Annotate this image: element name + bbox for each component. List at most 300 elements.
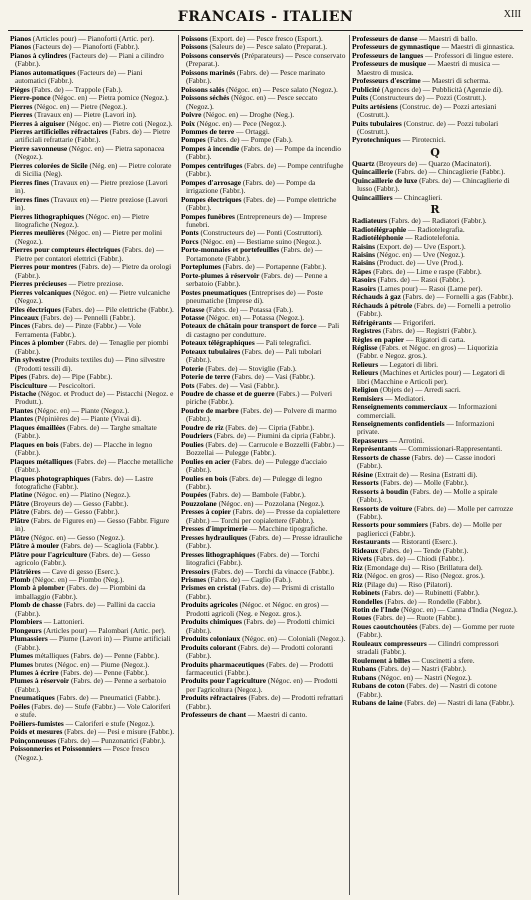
entry-translation: — Maestri di ginnastica. [439,42,515,52]
entry-translation: (Fabrs. de) — Pompe centrifughe (Fabbr.). [186,160,344,179]
entry-translation: (Fabrs. de) — Pinze (Fabbr.) — Vole Ferramenta (Fabbr.). [15,321,142,339]
dictionary-entry [10,213,175,230]
dictionary-entry [10,196,175,213]
entry-translation: (Facteurs de) — Piani a cilindro (Fabbr.). [15,50,164,69]
entry-translation: (Fabrs. de) — Rubinetti (Fabbr.). [379,588,480,598]
dictionary-entry [181,322,346,339]
dictionary-entry [352,136,518,144]
entry-translation: (Négoc. en) — Piombo (Neg.). [30,575,125,584]
entry-headword: Poissons [181,35,208,43]
entry-translation: (Construc. de) — Pozzi tubolari (Costrutt.). [357,118,499,136]
entry-translation: (Travaux en) — Pietre (Lavori in). [32,110,137,120]
entry-translation: — Maestri di musica — Maestro di musica. [357,59,500,77]
entry-translation: (Fabrs. de) — Presse idrauliche (Fabbr.). [186,532,343,551]
entry-translation: (Fabrs. de) — Potassa (Fab.). [204,304,294,314]
entry-translation: (Négoc. en) — Pietra saponacea (Negoz.). [15,143,165,162]
dictionary-entry [181,213,346,230]
entry-translation: (Fabrs. de) — Punzonatrici (Fabbr.). [56,735,166,745]
entry-headword: Plâtre [10,507,30,517]
entry-translation: (Négoc. en) — Piante (Negoz.). [33,405,130,415]
entry-translation: (Négoc. en) — Gesso (Negoz.). [29,532,125,542]
entry-translation: (Objets de) — Arredi sacri. [378,385,461,395]
entry-headword: Pierres lithographiques [10,211,84,221]
entry-headword: Plâtre à mouler [10,541,60,551]
entry-translation: — Pietre preziose. [66,279,124,289]
dictionary-entry [181,246,346,263]
dictionary-entry [181,145,346,162]
entry-headword: Pouzzolane [181,498,217,508]
entry-translation: (Négoc. en) — Canna d'India (Negoz.). [399,605,518,614]
column-2 [179,35,350,895]
entry-translation: — Informazioni private. [357,419,495,437]
entry-headword: Presses à copier [181,507,231,517]
entry-headword: Règles en papier [352,334,405,344]
dictionary-entry [181,711,346,719]
entry-translation: (Fabrs. de) — Molle per pagliericci (Fabbr.). [357,520,502,538]
entry-translation: — Pescicoltori. [47,380,96,390]
page-header [8,6,523,28]
entry-translation: (Fabrs. de) — Pesce marinato (Fabbr.). [186,67,325,86]
entry-translation: (Fabrs. de) — Prodotti refrattari (Fabbr.). [186,693,344,711]
dictionary-entry [10,458,175,475]
entry-translation: (Fabrs. de) — Pulegge d'acciaio (Fabbr.). [186,456,327,475]
entry-headword: Plumes [10,659,33,669]
dictionary-entry [352,194,518,202]
entry-translation: — Radiotelegrafia. [406,224,465,234]
dictionary-entry [181,534,346,551]
entry-headword: Plombiers [10,617,43,627]
entry-headword: Poudre de chasse et de guerre [181,389,275,399]
entry-headword: Pompes à incendie [181,143,240,153]
entry-translation: (Fabrs. de) — Molle (Fabbr.). [378,478,469,488]
dictionary-entry [10,246,175,263]
dictionary-entry [181,601,346,618]
dictionary-entry [181,694,346,711]
entry-translation: (Négoc. en) — Pece (Negoz.). [194,118,287,128]
entry-headword: Plantes [10,405,33,415]
dictionary-entry [181,162,346,179]
entry-translation: — Legatori di libri. [378,359,439,369]
entry-translation: (Négoc. en) — Potassa (Negoz.). [204,312,305,322]
dictionary-entry [10,517,175,534]
dictionary-entry [181,52,346,69]
entry-headword: Produits agricoles [181,600,238,610]
dictionary-entry [181,475,346,492]
entry-translation: (Fabrs. de) — Penne a serbatoio (Fabbr.). [186,270,328,289]
entry-headword: Radiotéléphonie [352,233,404,243]
entry-headword: Poteaux télégraphiques [181,338,255,348]
entry-headword: Pierres colorées de Sicile [10,160,88,170]
entry-headword: Plaques métalliques [10,456,73,466]
entry-translation: (Fabrs. de) — Pali tubolari (Fabbr.). [186,346,322,365]
entry-translation: (Articles pour) — Pianoforti (Artic. per). [30,35,155,43]
entry-translation: (Fabrs. de) — Portapenne (Fabbr.). [220,262,327,272]
dictionary-entry [10,441,175,458]
entry-headword: Pierres meulières [10,228,65,238]
dictionary-entry [10,390,175,407]
entry-headword: Quartz [352,158,375,168]
entry-translation: (Fabrs. de) — Pneumatici (Fabbr.). [54,693,161,703]
entry-headword: Restaurants [352,537,391,547]
entry-translation: (Fabrs. de) — Chincaglierie (Fabbr.). [393,167,506,177]
entry-headword: Plâtrières [10,566,41,576]
entry-headword: Rubans [352,672,377,682]
entry-translation: — Lattonieri. [42,617,85,627]
dictionary-entry [10,52,175,69]
entry-translation: (Négoc. en) — Uve (Negoz.). [375,249,465,259]
entry-translation: (Facteurs de) — Piani automatici (Fabbr.). [15,67,143,86]
dictionary-entry [10,322,175,339]
entry-headword: Produits pour l'agriculture [181,676,266,686]
dictionary-entry [181,272,346,289]
entry-translation: (Product. de) — Uve (Prod.). [375,258,464,268]
dictionary-entry [181,551,346,568]
entry-headword: Poulies en bois [181,473,228,483]
entry-translation: (Fabrs. de) — Stufe (Fabbr.) — Vole Caloriferi e stufe. [15,701,171,720]
entry-headword: Représentants [352,444,398,454]
entry-headword: Rotin de l'Inde [352,605,400,614]
entry-headword: Puits [352,93,369,103]
entry-headword: Quincaillerie de luxe [352,175,418,185]
entry-translation: (Lames pour) — Rasoi (Lame per). [375,283,483,293]
dictionary-entry [10,424,175,441]
entry-headword: Réglisse [352,342,378,352]
entry-headword: Pianos à cylindres [10,50,67,60]
entry-translation: (Fabrs. de) — Placche in legno (Fabbr.). [15,439,153,458]
dictionary-entry [352,344,518,361]
entry-headword: Renseignements confidentiels [352,419,445,429]
entry-translation: — Pirotecnici. [400,135,446,145]
dictionary-entry [352,682,518,699]
entry-translation: (Fabrs. de) — Targhe smaltate (Fabbr.). [15,422,157,441]
entry-translation: (Négoc. en) — Droghe (Neg.). [201,110,295,120]
entry-translation: — Radiotelefonia. [403,233,460,243]
entry-translation: (Fabrs. de) — Pietre da orologi (Fabbr.). [15,262,172,280]
entry-translation: (Fabrs. de) — Nastri di cotone (Fabbr.). [357,681,497,699]
entry-translation: (Fabrs. de) — Pompe da irrigazione (Fabbr.). [186,177,316,196]
entry-headword: Ressorts pour sommiers [352,520,428,530]
dictionary-entry [352,177,518,194]
entry-headword: Pressoirs [181,566,210,576]
entry-translation: (Fabrs. de) — Pompe da incendio (Fabbr.). [186,143,341,162]
entry-translation: (Fabrs. de) — Torchi litografici (Fabbr.). [186,549,320,568]
entry-translation: (Constructeurs de) — Ponti (Costruttori). [198,228,323,238]
entry-translation: (Fabrs. de) — Vasi (Fabbr.). [194,380,280,390]
entry-translation: (Saleurs de) — Pesce salato (Preparat.). [207,42,328,52]
entry-headword: Pierres artificielles réfractaires [10,126,108,136]
entry-translation: (Construc. de) — Pozzi artesiani (Costrutt.). [357,101,497,120]
entry-headword: Pisciculture [10,380,48,390]
entry-headword: Ressorts à boudin [352,486,409,496]
dictionary-entry [10,263,175,280]
entry-headword: Poissons séchés [181,93,230,103]
entry-headword: Pianos [10,35,31,43]
entry-translation: (Négoc. en) — Coloniali (Negoz.). [240,634,346,644]
entry-headword: Poix [181,118,195,128]
entry-translation: (Fabrs. de) — Carrucole e Bozzelli (Fabbr.) — Bozzellai — Pulegge (Fabbr.). [186,439,344,458]
entry-translation: — Pali telegrafici. [254,338,311,348]
entry-headword: Résine [352,469,373,479]
entry-translation: (Négoc. en) — Pietre vulcaniche (Negoz.). [15,287,171,306]
entry-translation: (Fabrs. de) — Pipe (Fabbr.). [26,372,113,382]
dictionary-entry [181,677,346,694]
entry-translation: (Fabrs. de) — Caglio (Fab.). [206,575,293,584]
entry-headword: Ressorts de chasse [352,452,410,462]
dictionary-entry [181,661,346,678]
entry-translation: — Pali di castagno per condutture. [186,321,340,339]
entry-headword: Rideaux [352,545,379,555]
entry-headword: Plaques photographiques [10,473,90,483]
entry-translation: — Cave di gesso (Eserc.). [40,566,120,576]
entry-translation: (Fabrs. de) — Tenaglie per piombi (Fabbr.). [15,338,169,356]
entry-translation: (Fabrs. de) — Pallini da caccia (Fabbr.). [15,600,156,618]
entry-translation: (Fabrs. de) — Prodotti farmaceutici (Fabbr.). [186,659,334,677]
entry-headword: Réchauds à gaz [352,292,401,302]
entry-translation: (Fabrs. de) — Portamonete (Fabbr.). [186,245,323,263]
entry-headword: Porteplumes [181,262,221,272]
entry-translation: (Fabrs. de) — Penne (Fabbr.). [58,667,150,677]
entry-headword: Roues caoutchoutées [352,621,418,631]
entry-headword: Puits artésiens [352,101,398,111]
entry-translation: (Fabrs. de) — Vasi (Fabbr.). [230,372,315,382]
entry-headword: Poudre de riz [181,422,224,432]
entry-translation: (Négoc. en) — Prodotti per l'agricoltura (Negoz.). [186,676,338,694]
entry-headword: Raisins [352,241,376,251]
entry-translation: (Fabrs. de) — Prodotti chimici (Fabbr.). [186,617,335,635]
entry-headword: Pierres précieuses [10,279,67,289]
entry-translation: (Agences de) — Pubblicità (Agenzie di). [379,84,503,94]
entry-translation: (Fabrs. de) — Pennelli (Fabbr.). [38,312,136,322]
entry-headword: Plomb de chasse [10,600,62,610]
dictionary-entry [352,369,518,386]
entry-translation: — Rigatori di carta. [404,334,466,344]
entry-translation: (Fabrs. de) — Scagliola (Fabbr.). [59,541,159,551]
entry-translation: — Macchine tipografiche. [247,524,328,534]
header-rule [8,30,523,31]
entry-translation: (Fabrs. de) — Bambole (Fabbr.). [206,490,306,500]
dictionary-entry [181,94,346,111]
entry-headword: Pin sylvestre [10,355,50,365]
entry-headword: Roulement à billes [352,655,411,665]
entry-translation: (Broyeurs de) — Quarzo (Macinatori). [374,158,492,168]
entry-headword: Rondelles [352,596,383,606]
entry-translation: — Ortaggi. [234,126,270,136]
entry-headword: Produits coloniaux [181,634,241,644]
entry-translation: (Préparateurs) — Pesce conservato (Preparat.). [186,50,346,69]
entry-translation: (Fabrs. de) — Tende (Fabbr.). [378,545,469,555]
entry-headword: Pianos [10,42,31,52]
entry-headword: Pierres volcaniques [10,287,72,297]
dictionary-entry [10,179,175,196]
entry-headword: Professeurs de langues [352,50,424,60]
entry-translation: — Chincaglieri. [392,192,443,202]
entry-translation: (Emondage du) — Riso (Brillatura del). [362,562,483,572]
dictionary-entry [10,162,175,179]
entry-translation: (Facteurs de) — Pianoforti (Fabbr.). [30,42,140,52]
entry-translation: (Fabrs. de) — Placche metalliche (Fabbr.). [15,456,174,475]
entry-translation: (Négoc. en) — Pesce seccato (Negoz.). [186,93,318,111]
page-number: XIII [503,9,521,20]
entry-headword: Produits réfractaires [181,693,247,703]
entry-translation: — Cuscinetti a sfere. [410,655,475,665]
entry-headword: Quincailliers [352,192,393,202]
entry-headword: Pinces [10,321,31,331]
entry-headword: Porte-plumes à réservoir [181,270,260,280]
entry-translation: (Négoc. en) — Pietra pomice (Negoz.). [50,93,169,103]
entry-headword: Poissonneries et Poissonniers [10,744,102,754]
entry-translation: (Négoc. en) — Pietre coti (Negoz.). [64,118,173,128]
entry-headword: Radiotélégraphie [352,224,407,234]
entry-translation: — Professori di lingue estere. [423,50,514,60]
entry-translation: (Négoc. en) — Bestiame suino (Negoz.). [198,236,322,246]
entry-translation: (Travaux en) — Pietre preziose (Lavori in). [15,194,168,213]
entry-headword: Pierres pour compteurs électriques [10,245,121,255]
entry-headword: Riz [352,571,363,581]
entry-translation: (Nég. en) — Pietre colorate di Sicilia (Neg). [15,160,172,179]
entry-headword: Pierre-ponce [10,93,51,103]
entry-headword: Plongeurs [10,625,42,635]
entry-headword: Rubans [352,664,377,674]
entry-headword: Potasse [181,312,205,322]
dictionary-entry [352,420,518,437]
entry-headword: Pneumatiques [10,693,55,703]
entry-translation: (Fabrs. de) — Gesso (Fabbr.). [29,507,120,517]
entry-translation: (Fabrs. de) — Pile elettriche (Fabbr.). [60,304,174,314]
dictionary-entry [10,703,175,720]
entry-headword: Renseignements commerciaux [352,402,448,412]
entry-headword: Pyrotechniques [352,135,401,145]
entry-translation: (Fabrs. de) — Cipria (Fabbr.). [223,422,315,432]
entry-translation: (Entrepreneurs de) — Imprese funebri. [186,211,327,229]
entry-translation: (Négoc. en) — Pietre (Negoz.). [32,101,128,111]
entry-headword: Poterie de terre [181,372,231,382]
dictionary-entry [181,644,346,661]
dictionary-entry [181,196,346,213]
entry-headword: Plumes à réservoir [10,676,70,686]
entry-headword: Pierres fines [10,177,50,187]
entry-translation: métalliques (Fabrs. de) — Penne (Fabbr.). [33,651,160,661]
dictionary-entry [10,475,175,492]
dictionary-entry [181,508,346,525]
entry-headword: Roues [352,613,372,623]
column-3 [350,35,521,895]
entry-translation: (Fabrs. de) — Registri (Fabbr.). [381,326,477,336]
entry-headword: Radiateurs [352,216,387,226]
entry-translation: (Fabrs. de) — Torchi da vinacce (Fabbr.). [209,566,335,576]
entry-headword: Pinceaux [10,312,39,322]
entry-translation: (Fabrs. de) — Chincaglierie di lusso (Fabbr.). [357,175,510,194]
dictionary-entry [181,289,346,306]
entry-headword: Ponts [181,228,199,238]
entry-headword: Registres [352,326,382,336]
entry-translation: (Fabrs. de) — Nastri (Fabbr.). [376,664,467,674]
entry-translation: — Maestri di canto. [246,710,308,720]
entry-translation: — Maestri di ballo. [417,35,478,43]
entry-translation: (Produits textiles du) — Pino silvestre (Prodotti tessili di). [15,355,165,373]
entry-headword: Raisins [352,249,376,259]
entry-translation: (Fabrs. de) — Pietre artificiali refrattarie (Fabbr.). [15,126,171,145]
entry-headword: Pompes d'arrosage [181,177,242,187]
entry-headword: Plumes à écrire [10,667,59,677]
dictionary-entry [10,601,175,618]
dictionary-entry [10,677,175,694]
entry-headword: Pistache [10,389,37,399]
entry-translation: (Constructeurs de) — Pozzi (Costrutt.). [368,93,487,103]
dictionary-entry [181,618,346,635]
entry-headword: Produits colorant [181,642,237,652]
entry-translation: (Fabrs. de) — Pietre per contatori elettrici (Fabbr.). [15,245,164,263]
column-1 [8,35,179,895]
entry-translation: (Fabrs. de) — Presse da copialettere (Fabbr.) — Torchi per copialettere (Fabbr.). [186,507,340,525]
entry-headword: Plomb à plomber [10,583,65,593]
entry-translation: (Fabrs. de) — Nastri di lana (Fabbr.). [402,697,515,707]
entry-headword: Pompes [181,135,206,145]
entry-headword: Produits pharmaceutiques [181,659,265,669]
entry-headword: Pierres [10,110,33,120]
entry-headword: Pierres fines [10,194,50,204]
dictionary-entry [10,69,175,86]
entry-headword: Poupées [181,490,207,500]
entry-headword: Poudriers [181,431,213,441]
dictionary-entry [352,103,518,120]
entry-translation: (Fabrs. de) — Piombini da imballaggio (Fabbr.). [15,583,146,601]
entry-headword: Poterie [181,363,204,373]
entry-headword: Pipes [10,372,27,382]
entry-headword: Plomb [10,575,31,584]
entry-headword: Publicité [352,84,380,94]
entry-translation: — Cilindri compressori stradali (Fabbr.). [357,638,499,657]
entry-headword: Pierres pour montres [10,262,77,272]
entry-translation: (Export. de) — Pesce fresco (Esport.). [207,35,323,43]
entry-headword: Riz [352,579,363,589]
entry-headword: Plaques en bois [10,439,59,449]
entry-headword: Relieurs [352,368,379,378]
entry-translation: (Fabrs. de) — Polvere di marmo (Fabbr.). [186,405,337,424]
dictionary-entry [181,69,346,86]
entry-translation: (Négoc. en) — Pozzolana (Negoz.). [216,498,325,508]
entry-headword: Réchauds à pétrole [352,300,413,310]
entry-translation: (Travaux en) — Pietre preziose (Lavori in). [15,177,168,196]
entry-headword: Produits chimiques [181,617,242,627]
entry-translation: — Maestri di scherma. [420,76,491,86]
entry-headword: Porcs [181,236,199,246]
entry-headword: Poêles [10,701,30,711]
entry-headword: Puits tubulaires [352,118,402,128]
entry-translation: (Entreprises de) — Poste pneumatiche (Imprese di). [186,287,323,306]
entry-translation: (Fabrs. de) — Stoviglie (Fab.). [203,363,297,373]
entry-translation: (Fabrs. de) — Rasoi (Fabbr.). [375,275,465,285]
entry-translation: (Fabrs. de) — Trappole (Fab.). [29,84,123,94]
entry-translation: (Fabrs. de) — Prodotti coloranti (Fabbr.). [186,642,333,661]
dictionary-entry [181,458,346,475]
entry-headword: Presses d'imprimerie [181,524,248,534]
dictionary-entry [352,623,518,640]
dictionary-entry [10,635,175,652]
entry-translation: brutes (Négoc. en) — Piume (Negoz.). [33,659,150,669]
entry-headword: Poulies [181,439,204,449]
entry-headword: Repasseurs [352,435,388,445]
entry-headword: Rubans de laine [352,697,403,707]
entry-headword: Remisiers [352,393,384,403]
entry-headword: Pompes centrifuges [181,160,243,170]
entry-translation: — Caloriferi e stufe (Negoz.). [63,718,155,728]
columns-container [8,35,523,895]
dictionary-entry [352,505,518,522]
entry-headword: Ressorts [352,478,379,488]
dictionary-entry [352,302,518,319]
dictionary-entry [10,339,175,356]
entry-translation: (Fabrs. de) — Pesi e misure (Fabbr.). [62,727,175,737]
